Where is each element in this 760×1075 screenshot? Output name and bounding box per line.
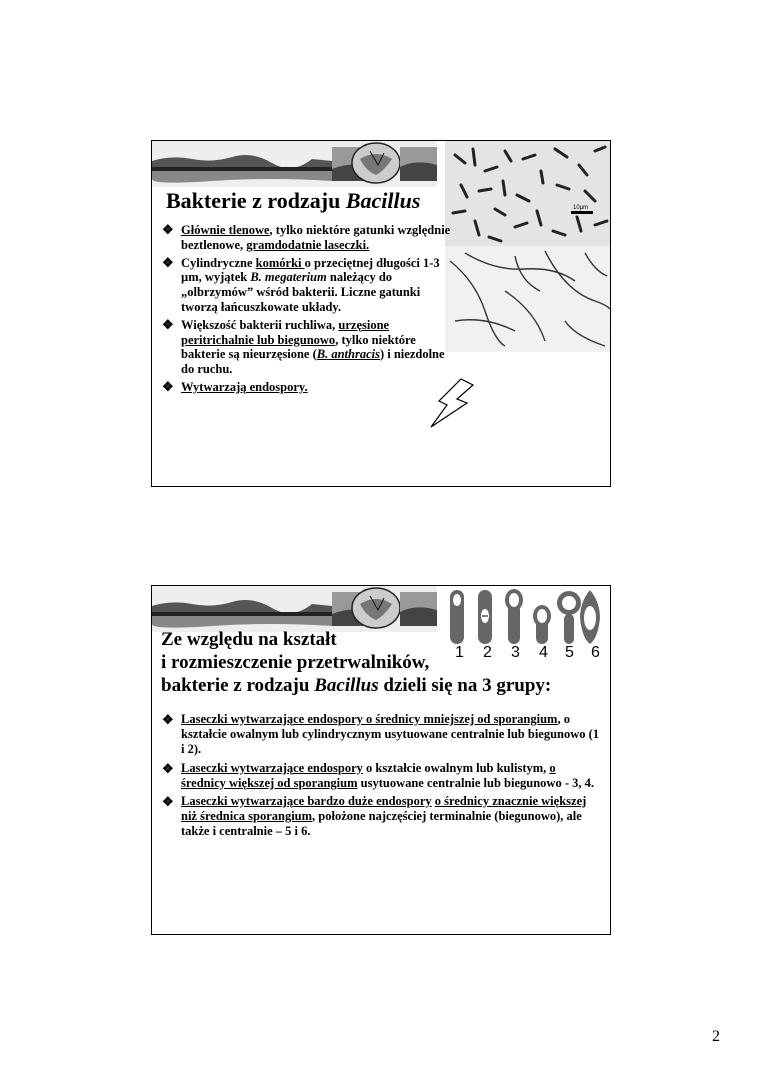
landscape-banner [152, 141, 437, 187]
bullet-item: ❖ Laseczki wytwarzające endospory o kształcie owalnym lub kulistym, o średnicy większej od sporangium usytuowane centralnie lub biegunowo - 3, 4. [162, 760, 594, 790]
bullet-item: ❖ Wytwarzają endospory. [162, 378, 308, 394]
page-number: 2 [712, 1028, 720, 1045]
diamond-bullet-icon: ❖ [162, 254, 174, 270]
spore-number: 1 [455, 644, 464, 661]
slide-1-title: Bakterie z rodzaju Bacillus [166, 188, 421, 213]
bullet-item: ❖ Głównie tlenowe, tylko niektóre gatunki względnie beztlenowe, gramdodatnie laseczki. [162, 222, 451, 252]
slide-1-bullets [162, 223, 452, 398]
spore-number: 3 [511, 644, 520, 661]
lightning-bolt-icon [427, 377, 479, 429]
slide-2-bullets [162, 712, 602, 843]
spore-number: 5 [565, 644, 574, 661]
spore-number: 2 [483, 644, 492, 661]
bullet-item: ❖ Cylindryczne komórki o przeciętnej długości 1-3 µm, wyjątek B. megaterium należący do „olbrzymów” wśród bakterii. Liczne gatunki tworzą łańcuszkowate układy. [162, 254, 440, 314]
scale-label: 10µm [573, 205, 589, 211]
bullet-item: ❖ Większość bakterii ruchliwa, urzęsione peritrichalnie lub biegunowo, tylko niektóre bakterie są nieurzęsione (B. anthracis) i niezdolne do ruchu. [162, 316, 445, 377]
slide-2 [151, 585, 611, 935]
diamond-bullet-icon: ❖ [162, 316, 174, 332]
slide-2-title: Ze względu na kształt i rozmieszczenie przetrwalników, bakterie z rodzaju Bacillus dzieli się na 3 grupy: [161, 629, 552, 696]
diamond-bullet-icon: ❖ [162, 794, 174, 810]
diamond-bullet-icon: ❖ [162, 222, 174, 237]
diamond-bullet-icon: ❖ [162, 760, 174, 776]
landscape-banner [152, 586, 437, 632]
bullet-item: ❖ Laseczki wytwarzające bardzo duże endospory o średnicy znacznie większej niż średnica sporangium, położone najczęściej terminalnie (biegunowo), ale także i centralnie – 5 i 6. [162, 794, 587, 839]
slide-1 [151, 140, 611, 487]
diamond-bullet-icon: ❖ [162, 712, 174, 727]
bullet-item: ❖ Laseczki wytwarzające endospory o średnicy mniejszej od sporangium, o kształcie owalnym lub cylindrycznym usytuowane centralnie lub biegunowo (1 i 2). [162, 712, 600, 757]
diamond-bullet-icon: ❖ [162, 378, 174, 394]
spore-number: 6 [591, 644, 600, 661]
spore-number: 4 [539, 644, 548, 661]
bacillus-micrograph [445, 141, 610, 352]
